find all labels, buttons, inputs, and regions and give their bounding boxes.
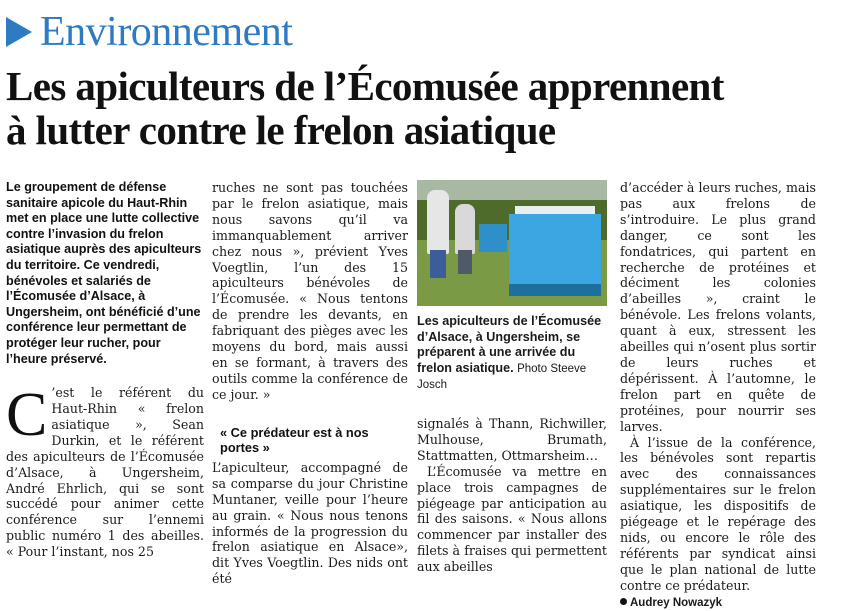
column-4 <box>620 180 816 611</box>
column-2 <box>212 180 408 587</box>
photo-caption <box>417 314 607 394</box>
author-name: Audrey Nowazyk <box>630 596 723 609</box>
paragraph-2: ruches ne sont pas touchées par le frelon asiatique, mais nous savons qu’il va immanquablement arriver chez nous », prévient Yves Voegtlin, l’un des 15 apiculteurs bénévoles de l’Écomusée. « Nous tentons de prendre les devants, en fabriquant des pièges avec les moyens du bord, mais aussi en se formant, à travers des outils comme la conférence de ce jour. » <box>212 180 408 402</box>
paragraph-1: ’est le référent du Haut-Rhin « frelon asiatique », Sean Durkin, et le référent des apiculteurs de l’Écomusée d’Alsace, à Ungersheim, André Ehrlich, qui se sont succédé pour animer cette conférence sur l’ennemi public numéro 1 des abeilles. « Pour l’instant, nos 25 <box>6 385 204 560</box>
paragraph-6: d’accéder à leurs ruches, mais pas aux frelons de s’introduire. Le plus grand danger, ce sont les fondatrices, qui partent en recherche de protéines et déciment les colonies d’abeilles », craint le bénévole. Les frelons volants, quant à eux, stressent les abeilles qui n’osent plus sortir de leurs ruches et dépérissent. À l’automne, le frelon part en quête de protéines, pour nourrir ses larves. <box>620 180 816 434</box>
column-1 <box>6 180 204 560</box>
lede-text: Le groupement de défense sanitaire apicole du Haut-Rhin met en place une lutte collective contre l’invasion du frelon asiatique auprès des apiculteurs du territoire. Ce vendredi, bénévoles et salariés de l’Écomusée d’Alsace, à Ungersheim, ont bénéficié d’une conférence leur permettant de protéger leur rucher, pour l’heure préservé. <box>6 180 202 366</box>
paragraph-3: L’apiculteur, accompagné de sa comparse du jour Christine Muntaner, veille pour l’heure au grain. « Nous nous tenons informés de la progression du frelon asiatique en Alsace», dit Yves Voegtlin. Des nids ont été <box>212 459 408 587</box>
beekeeper-figure <box>427 190 449 254</box>
lede <box>6 180 204 367</box>
section-label: Environnement <box>40 9 293 55</box>
headline-line-1: Les apiculteurs de l’Écomusée apprennent <box>6 63 724 109</box>
beehive <box>479 224 507 252</box>
headline <box>6 64 836 152</box>
paragraph-5: L’Écomusée va mettre en place trois campagnes de piégeage par anticipation au fil des saisons. « Nous allons commencer par installer des filets à fraises qui permettent aux abeilles <box>417 463 607 575</box>
byline <box>620 596 816 611</box>
beekeeper-figure <box>455 204 475 254</box>
paragraph-7: À l’issue de la conférence, les bénévoles sont repartis avec des connaissances supplémentaires sur le frelon asiatique, les dispositifs de piégeage et le repérage des nids, ou encore le rôle des référents par syndicat ainsi que le plan national de lutte contre ce prédateur. <box>620 434 816 593</box>
section-header <box>6 8 292 56</box>
subheading: « Ce prédateur est à nos portes » <box>220 424 369 456</box>
beekeepers-photo <box>417 180 607 306</box>
caption-text: Les apiculteurs de l’Écomusée d’Alsace, à Ungersheim, se préparent à une arrivée du frelon asiatique. <box>417 314 602 375</box>
arrow-icon <box>6 17 32 47</box>
drop-cap: C <box>6 381 48 450</box>
paragraph-4: signalés à Thann, Richwiller, Mulhouse, Brumath, Stattmatten, Ottmarsheim… <box>417 415 607 463</box>
headline-line-2: à lutter contre le frelon asiatique <box>6 107 556 153</box>
bullet-icon <box>620 598 627 605</box>
intro-paragraph <box>6 381 204 560</box>
column-3 <box>417 180 607 575</box>
photo-credit: Photo Steeve Josch <box>417 362 587 392</box>
